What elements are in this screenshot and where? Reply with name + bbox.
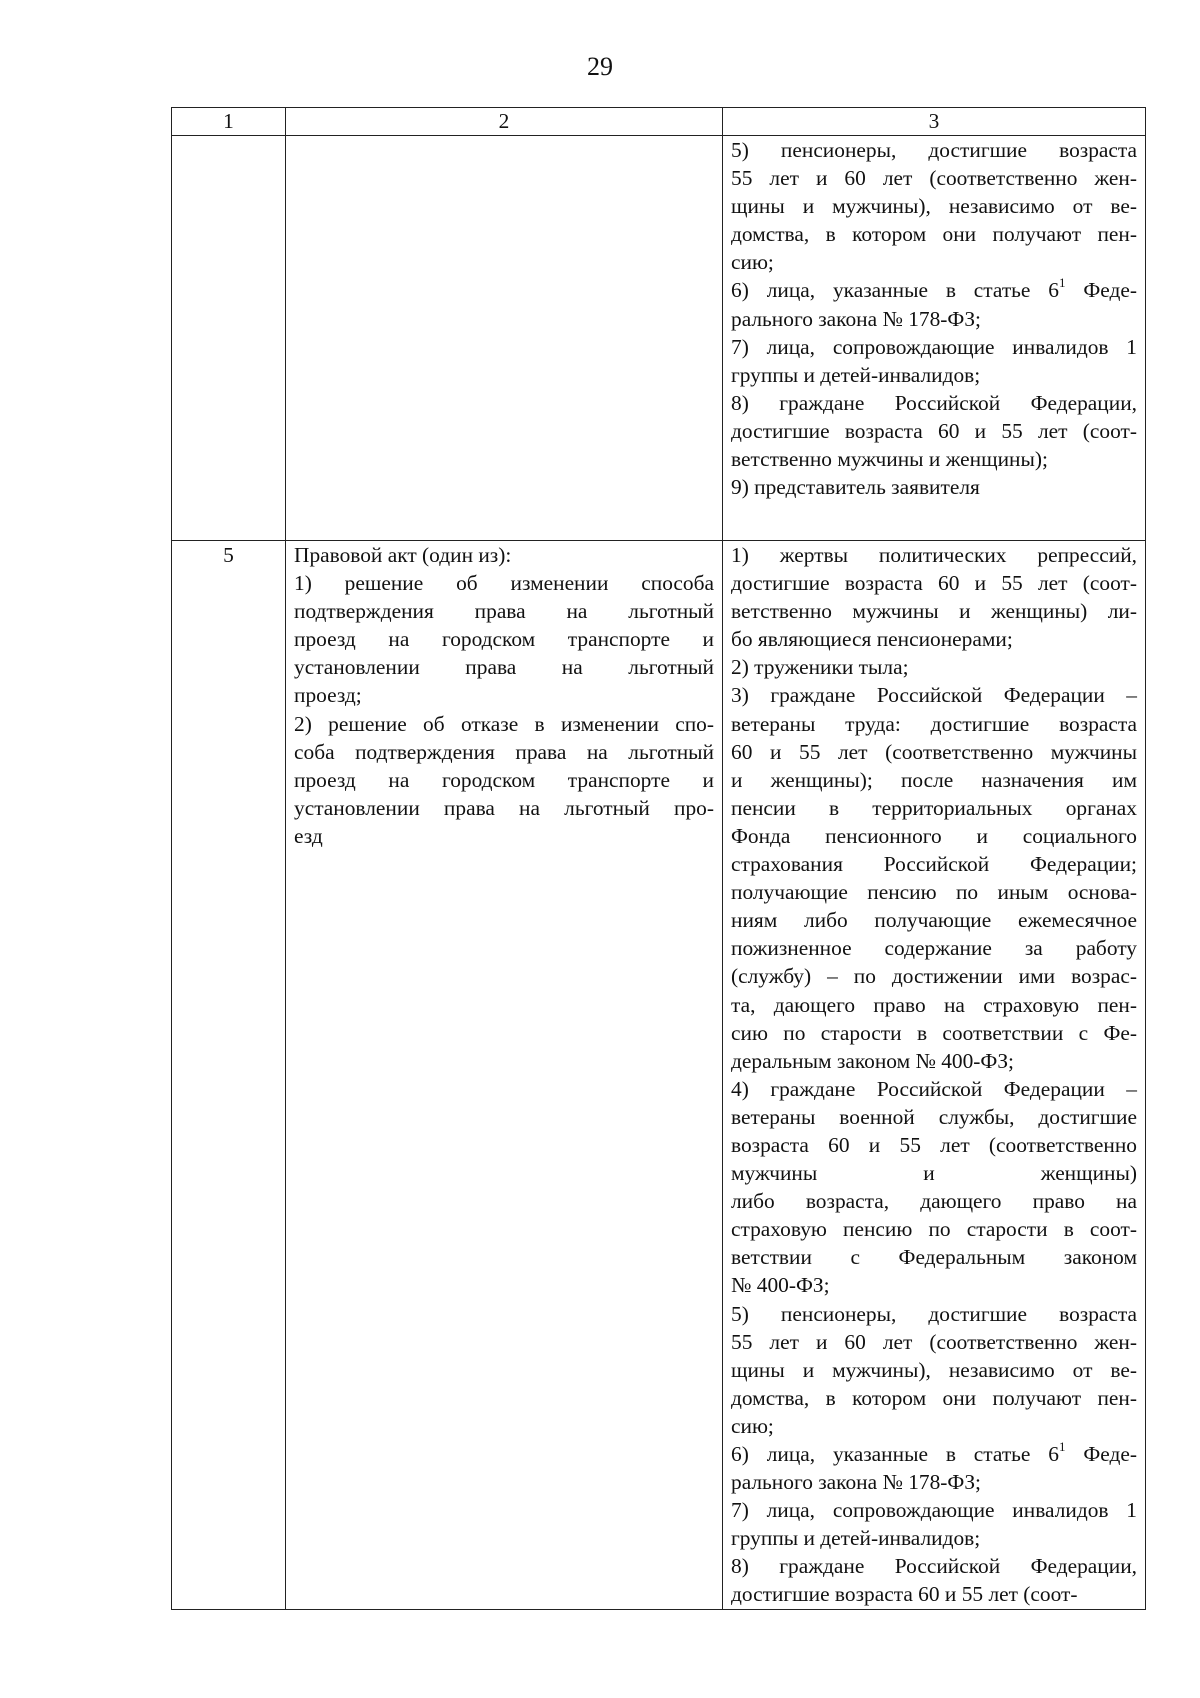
cell-text-line: 6) лица, указанные в статье $6^1$ Феде- bbox=[731, 1438, 1137, 1466]
cell-text-line: мужчины и женщины) bbox=[731, 1161, 1137, 1186]
cell-text-line: сию; bbox=[731, 250, 774, 275]
cell-text-line: сию по старости в соответствии с Фе- bbox=[731, 1020, 1137, 1045]
cell-text-line: 55 лет и 60 лет (соответственно жен- bbox=[731, 166, 1137, 191]
cell-text-line: Фонда пенсионного и социального bbox=[731, 823, 1137, 848]
cell-text-line: пожизненное содержание за работу bbox=[731, 936, 1137, 961]
cell-text-line: рального закона № 178-ФЗ; bbox=[731, 306, 981, 331]
cell-text-line: группы и детей-инвалидов; bbox=[731, 1526, 981, 1551]
cell-text-line: деральным законом № 400-ФЗ; bbox=[731, 1048, 1014, 1073]
cell-text-line: проезд; bbox=[294, 683, 362, 708]
cell-text-line: щины и мужчины), независимо от ве- bbox=[731, 1357, 1137, 1382]
cell-text-line: 1) решение об изменении способа bbox=[294, 571, 714, 596]
cell-text-line: пенсии в территориальных органах bbox=[731, 795, 1137, 820]
cell-text-line: 5) пенсионеры, достигшие возраста bbox=[731, 1301, 1137, 1326]
table-header-row bbox=[172, 108, 1146, 136]
cell-text-line: ветераны военной службы, достигшие bbox=[731, 1104, 1137, 1129]
cell-text-line: 8) граждане Российской Федерации, bbox=[731, 390, 1137, 415]
cell-text-line: ветствии с Федеральным законом bbox=[731, 1245, 1137, 1270]
header-cell-2: 2 bbox=[286, 108, 723, 136]
cell-text-line: 7) лица, сопровождающие инвалидов 1 bbox=[731, 334, 1137, 359]
header-cell-3: 3 bbox=[723, 108, 1146, 136]
applicants-cell bbox=[723, 136, 1146, 541]
cell-text-line: подтверждения права на льготный bbox=[294, 599, 714, 624]
page-number: 29 bbox=[587, 52, 613, 81]
cell-text-line: проезд на городском транспорте и bbox=[294, 767, 714, 792]
cell-text-line: 2) труженики тыла; bbox=[731, 655, 909, 680]
cell-text-line: (службу) – по достижении ими возрас- bbox=[731, 964, 1137, 989]
cell-text-line: группы и детей-инвалидов; bbox=[731, 362, 981, 387]
cell-text-line: Правовой акт (один из): bbox=[294, 543, 512, 567]
cell-text-line: ветераны труда: достигшие возраста bbox=[731, 711, 1137, 736]
cell-text-line: достигшие возраста 60 и 55 лет (соот- bbox=[731, 418, 1137, 443]
cell-text-line: домства, в котором они получают пен- bbox=[731, 1385, 1137, 1410]
document-table bbox=[171, 107, 1146, 1610]
header-cell-1: 1 bbox=[172, 108, 286, 136]
cell-text-line: ветственно мужчины и женщины); bbox=[731, 447, 1048, 472]
cell-text-line: проезд на городском транспорте и bbox=[294, 627, 714, 652]
cell-text-line: № 400-ФЗ; bbox=[731, 1273, 830, 1298]
cell-text-line: 1) жертвы политических репрессий, bbox=[731, 543, 1137, 567]
cell-text-line: достигшие возраста 60 и 55 лет (соот- bbox=[731, 1582, 1078, 1607]
cell-text-line: достигшие возраста 60 и 55 лет (соот- bbox=[731, 571, 1137, 596]
cell-text-line: либо возраста, дающего право на bbox=[731, 1189, 1137, 1214]
cell-text-line: сию; bbox=[731, 1413, 774, 1438]
table-row bbox=[172, 136, 1146, 541]
cell-text-line: 4) граждане Российской Федерации – bbox=[731, 1076, 1137, 1101]
cell-text-line: страховую пенсию по старости в соот- bbox=[731, 1217, 1137, 1242]
row-number-cell: 5 bbox=[172, 541, 286, 1610]
cell-text-line: 6) лица, указанные в статье $6^1$ Феде- bbox=[731, 275, 1137, 303]
cell-text-line: возраста 60 и 55 лет (соответственно bbox=[731, 1132, 1137, 1157]
cell-text-line: получающие пенсию по иным основа- bbox=[731, 880, 1137, 905]
cell-text-line: установлении права на льготный про- bbox=[294, 795, 714, 820]
cell-text-line: страхования Российской Федерации; bbox=[731, 852, 1137, 877]
cell-text-line: бо являющиеся пенсионерами; bbox=[731, 627, 1013, 652]
cell-text-line: 60 и 55 лет (соответственно мужчины bbox=[731, 739, 1137, 764]
cell-text-line: домства, в котором они получают пен- bbox=[731, 222, 1137, 247]
cell-text-line: 5) пенсионеры, достигшие возраста bbox=[731, 138, 1137, 162]
applicants-cell bbox=[723, 541, 1146, 1610]
cell-text-line: та, дающего право на страховую пен- bbox=[731, 992, 1137, 1017]
cell-text-line: 55 лет и 60 лет (соответственно жен- bbox=[731, 1329, 1137, 1354]
result-cell bbox=[286, 541, 723, 1610]
cell-text-line: щины и мужчины), независимо от ве- bbox=[731, 194, 1137, 219]
cell-text-line: 9) представитель заявителя bbox=[731, 475, 980, 500]
cell-text-line: 3) граждане Российской Федерации – bbox=[731, 683, 1137, 708]
row-number-cell bbox=[172, 136, 286, 541]
cell-text-line: 2) решение об отказе в изменении спо- bbox=[294, 711, 714, 736]
result-cell bbox=[286, 136, 723, 541]
cell-text-line: установлении права на льготный bbox=[294, 655, 714, 680]
cell-text-line: ниям либо получающие ежемесячное bbox=[731, 908, 1137, 933]
cell-text-line: 7) лица, сопровождающие инвалидов 1 bbox=[731, 1498, 1137, 1523]
cell-text-line: 8) граждане Российской Федерации, bbox=[731, 1554, 1137, 1579]
cell-text-line: соба подтверждения права на льготный bbox=[294, 739, 714, 764]
table-row bbox=[172, 541, 1146, 1610]
cell-text-line: ветственно мужчины и женщины) ли- bbox=[731, 599, 1137, 624]
cell-text-line: и женщины); после назначения им bbox=[731, 767, 1137, 792]
cell-text-line: езд bbox=[294, 823, 323, 848]
cell-text-line: рального закона № 178-ФЗ; bbox=[731, 1470, 981, 1495]
